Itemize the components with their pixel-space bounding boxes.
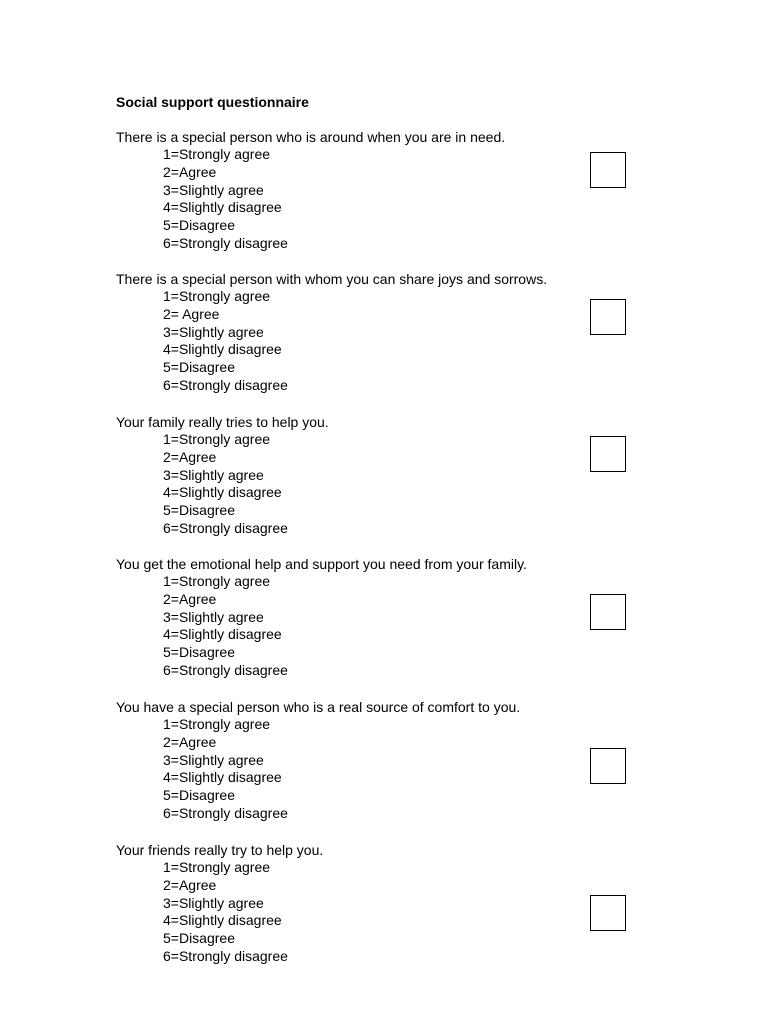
option-item: 1=Strongly agree (163, 859, 271, 875)
answer-box[interactable] (590, 299, 626, 335)
question-3 (116, 413, 676, 538)
question-4 (116, 555, 676, 680)
option-item: 6=Strongly disagree (163, 234, 288, 251)
option-item: 1=Strongly agree (163, 288, 271, 304)
option-item: 4=Slightly disagree (163, 341, 282, 358)
option-item: 2=Agree (163, 876, 217, 893)
option-item: 4=Slightly disagree (163, 769, 282, 786)
answer-box[interactable] (590, 748, 626, 784)
option-item: 3=Slightly agree (163, 894, 264, 911)
question-text: You get the emotional help and support you need from your family. (116, 556, 527, 572)
question-1 (116, 128, 676, 253)
option-item: 5=Disagree (163, 930, 235, 947)
option-item: 5=Disagree (163, 644, 235, 661)
answer-box[interactable] (590, 152, 626, 188)
option-item: 1=Strongly agree (163, 146, 271, 162)
question-2 (116, 270, 676, 395)
question-5 (116, 698, 676, 823)
page-title: Social support questionnaire (116, 94, 309, 110)
option-item: 4=Slightly disagree (163, 484, 282, 501)
option-item: 6=Strongly disagree (163, 947, 288, 964)
option-item: 2=Agree (163, 448, 217, 465)
option-item: 1=Strongly agree (163, 431, 271, 447)
option-item: 2=Agree (163, 163, 217, 180)
option-item: 4=Slightly disagree (163, 912, 282, 929)
option-item: 3=Slightly agree (163, 181, 264, 198)
option-item: 4=Slightly disagree (163, 199, 282, 216)
question-6 (116, 841, 676, 966)
option-item: 5=Disagree (163, 502, 235, 519)
question-text: Your friends really try to help you. (116, 842, 324, 858)
option-item: 5=Disagree (163, 359, 235, 376)
option-item: 2= Agree (163, 305, 220, 322)
option-item: 6=Strongly disagree (163, 519, 288, 536)
option-item: 1=Strongly agree (163, 573, 271, 589)
option-item: 3=Slightly agree (163, 466, 264, 483)
option-item: 3=Slightly agree (163, 608, 264, 625)
question-text: There is a special person who is around when you are in need. (116, 129, 506, 145)
option-item: 2=Agree (163, 590, 217, 607)
option-item: 6=Strongly disagree (163, 661, 288, 678)
option-item: 2=Agree (163, 733, 217, 750)
option-item: 4=Slightly disagree (163, 626, 282, 643)
answer-box[interactable] (590, 436, 626, 472)
option-item: 6=Strongly disagree (163, 804, 288, 821)
question-text: There is a special person with whom you can share joys and sorrows. (116, 271, 548, 287)
option-item: 3=Slightly agree (163, 323, 264, 340)
option-item: 6=Strongly disagree (163, 376, 288, 393)
answer-box[interactable] (590, 895, 626, 931)
option-item: 5=Disagree (163, 217, 235, 234)
option-item: 5=Disagree (163, 787, 235, 804)
option-item: 3=Slightly agree (163, 751, 264, 768)
answer-box[interactable] (590, 594, 626, 630)
option-item: 1=Strongly agree (163, 716, 271, 732)
question-text: You have a special person who is a real source of comfort to you. (116, 699, 521, 715)
question-text: Your family really tries to help you. (116, 414, 329, 430)
